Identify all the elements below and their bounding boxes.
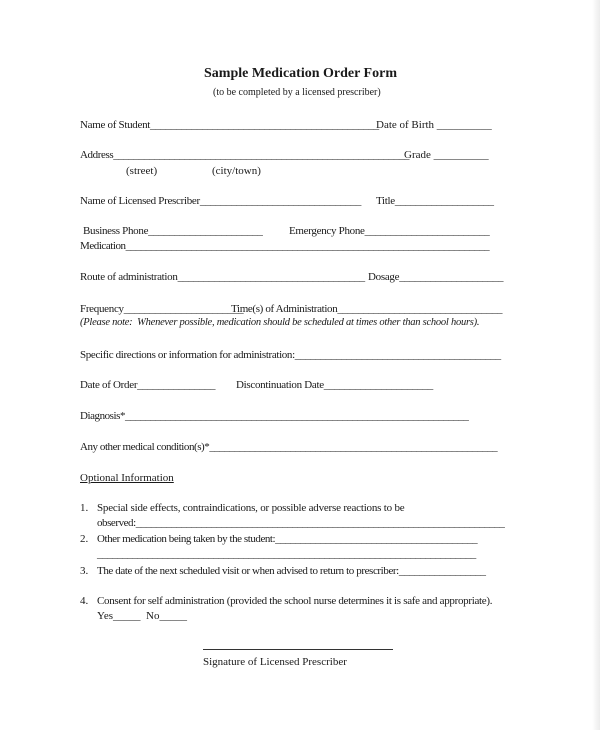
- next-visit-date-field[interactable]: The date of the next scheduled visit or when advised to return to prescriber:_________________: [97, 565, 486, 577]
- diagnosis-field[interactable]: Diagnosis*____________________________________________________________________: [80, 410, 469, 422]
- optional-item-number: 2.: [80, 533, 89, 545]
- address-field[interactable]: Address__________________________________________________________: [80, 149, 410, 161]
- licensed-prescriber-field[interactable]: Name of Licensed Prescriber_______________________________: [80, 195, 362, 207]
- frequency-field[interactable]: Frequency_______________________: [80, 303, 244, 315]
- date-of-order-field[interactable]: Date of Order_______________: [80, 379, 216, 391]
- signature-label: Signature of Licensed Prescriber: [203, 656, 347, 668]
- medication-field[interactable]: Medication________________________________________________________________________: [80, 240, 490, 252]
- form-subtitle: (to be completed by a licensed prescriber): [213, 87, 381, 98]
- business-phone-field[interactable]: Business Phone______________________: [83, 225, 263, 237]
- page-edge-shadow: [592, 0, 600, 730]
- other-medical-conditions-field[interactable]: Any other medical condition(s)*_________________________________________________________: [80, 441, 498, 453]
- optional-item-number: 3.: [80, 565, 89, 577]
- city-town-label: (city/town): [212, 165, 261, 177]
- dosage-field[interactable]: Dosage____________________: [368, 271, 504, 283]
- date-of-birth-field[interactable]: Date of Birth __________: [376, 119, 492, 131]
- other-medication-field[interactable]: Other medication being taken by the student:________________________________________: [97, 533, 478, 545]
- side-effects-field[interactable]: observed:_________________________________________________________________________: [97, 517, 505, 529]
- scheduling-note: (Please note: Whenever possible, medication should be scheduled at times other than school hours).: [80, 317, 480, 328]
- yes-no-consent-field[interactable]: Yes_____ No_____: [97, 610, 187, 622]
- optional-item-number: 1.: [80, 502, 89, 514]
- optional-item-number: 4.: [80, 595, 89, 607]
- name-of-student-field[interactable]: Name of Student____________________________________________: [80, 119, 379, 131]
- other-medication-field-continued[interactable]: ___________________________________________________________________________: [97, 548, 476, 560]
- times-of-administration-field[interactable]: Time(s) of Administration________________________________: [231, 303, 503, 315]
- specific-directions-field[interactable]: Specific directions or information for administration:________________________________________: [80, 349, 501, 361]
- signature-line[interactable]: [203, 649, 393, 650]
- self-administration-consent-label: Consent for self administration (provided the school nurse determines it is safe and appropriate).: [97, 595, 493, 607]
- grade-field[interactable]: Grade __________: [404, 149, 489, 161]
- discontinuation-date-field[interactable]: Discontinuation Date_____________________: [236, 379, 433, 391]
- emergency-phone-field[interactable]: Emergency Phone________________________: [289, 225, 490, 237]
- street-label: (street): [126, 165, 158, 177]
- form-title: Sample Medication Order Form: [204, 66, 397, 81]
- optional-information-heading: Optional Information: [80, 472, 174, 484]
- prescriber-title-field[interactable]: Title___________________: [376, 195, 494, 207]
- side-effects-label: Special side effects, contraindications, or possible adverse reactions to be: [97, 502, 405, 514]
- route-of-administration-field[interactable]: Route of administration____________________________________: [80, 271, 365, 283]
